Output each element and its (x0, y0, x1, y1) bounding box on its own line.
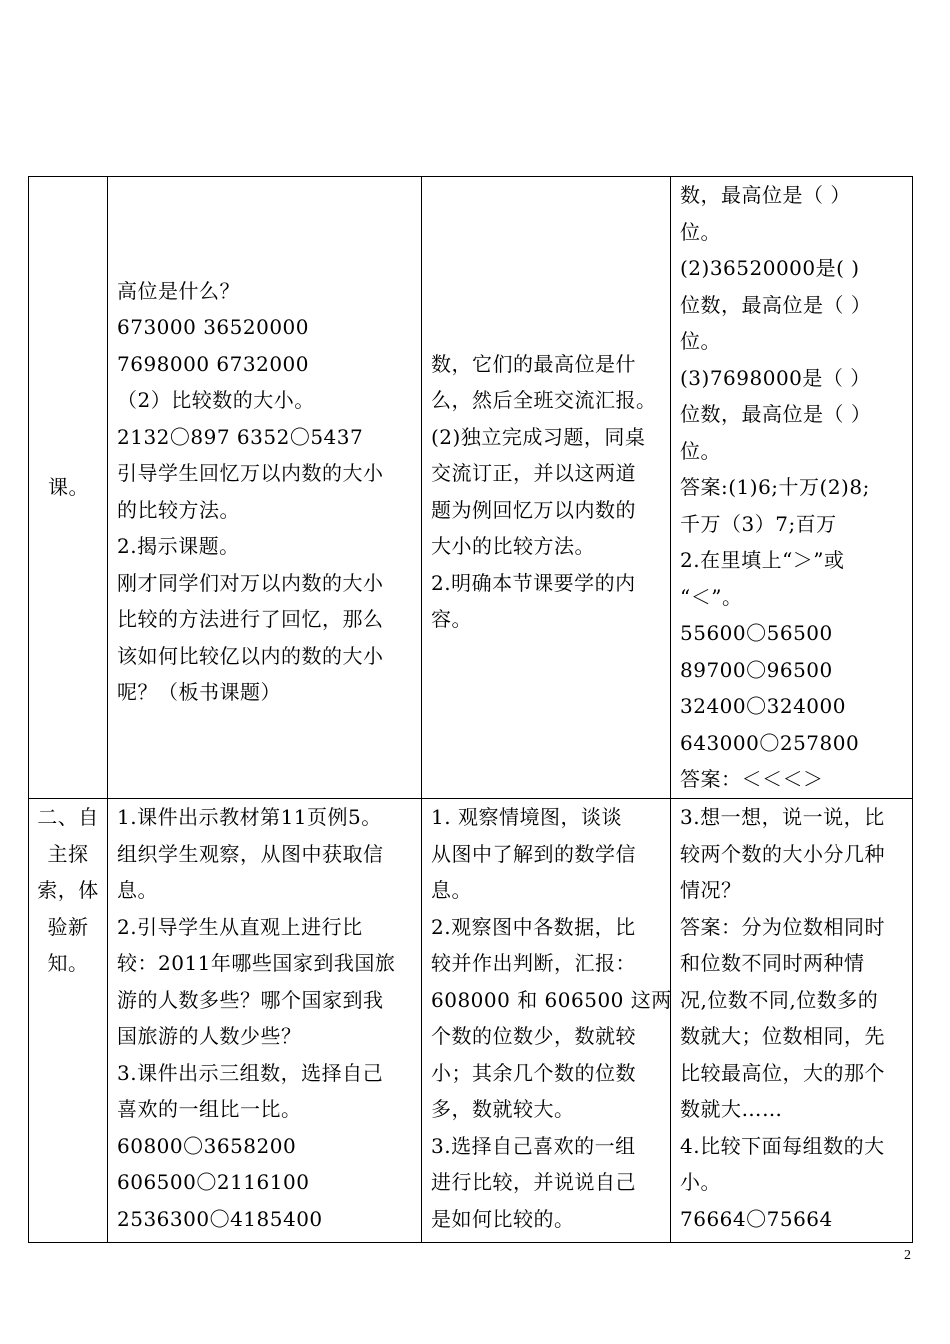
exercise-text-line: 位。 (680, 329, 721, 353)
student-text-line: 1. 观察情境图，谈谈 (431, 805, 622, 829)
student-text-line: 小；其余几个数的位数 (431, 1060, 636, 1085)
exercise-text-line: 数就大…… (680, 1097, 783, 1121)
teacher-text-line: 2536300〇4185400 (117, 1206, 323, 1231)
exercise-text-line: 较两个数的大小分几种 (680, 841, 885, 866)
student-activity-cell (422, 799, 671, 1243)
page-number: 2 (904, 1248, 911, 1263)
teacher-text-line: 比较的方法进行了回忆，那么 (117, 607, 384, 631)
teacher-text-line: 该如何比较亿以内的数的大小 (117, 643, 384, 668)
exercise-text-line: (3)7698000是（ ） (680, 365, 871, 390)
exercise-text-line: (2)36520000是( ) (680, 256, 860, 280)
section-text-line: 课。 (48, 475, 89, 500)
exercise-text-line: 643000〇257800 (680, 730, 860, 755)
section-text-line: 验新 (47, 914, 89, 939)
table-row (29, 799, 913, 1243)
student-text-line: 进行比较，并说说自己 (431, 1170, 636, 1194)
section-text-line: 二、自 (37, 805, 99, 829)
exercise-text-line: 答案:(1)6;十万(2)8; (680, 475, 870, 499)
teacher-text-line: 606500〇2116100 (117, 1170, 310, 1194)
teacher-text-line: 1.课件出示教材第11页例5。 (117, 805, 382, 829)
teacher-text-line: 60800〇3658200 (117, 1133, 297, 1158)
teacher-text-line: 组织学生观察，从图中获取信 (117, 841, 384, 866)
exercise-text-line: 位。 (680, 219, 721, 244)
exercise-text-line: 位数，最高位是（ ） (680, 402, 872, 426)
student-text-line: 容。 (431, 607, 472, 631)
student-text-line: 么，然后全班交流汇报。 (431, 388, 657, 412)
lesson-plan-table (28, 176, 913, 1243)
teacher-text-line: 2132〇897 6352〇5437 (117, 424, 364, 449)
student-text-line: 大小的比较方法。 (431, 534, 595, 558)
student-text-line: 息。 (431, 878, 472, 902)
section-text-line: 知。 (47, 951, 89, 975)
table-row (29, 177, 913, 799)
student-text-line: 3.选择自己喜欢的一组 (431, 1133, 636, 1158)
teacher-text-line: 673000 36520000 (117, 315, 310, 339)
student-text-line: 2.明确本节课要学的内 (431, 570, 636, 595)
teacher-text-line: 2.揭示课题。 (117, 534, 240, 558)
teacher-text-line: 游的人数多些？哪个国家到我 (117, 987, 384, 1012)
teacher-text-line: 2.引导学生从直观上进行比 (117, 914, 363, 939)
student-text-line: 数，它们的最高位是什 (431, 351, 636, 376)
student-text-line: 是如何比较的。 (431, 1206, 575, 1231)
student-text-line: 题为例回忆万以内数的 (431, 497, 636, 522)
exercise-text-line: 答案：＜＜＜＞ (680, 767, 824, 791)
exercise-text-line: 位数，最高位是（ ） (680, 292, 872, 317)
exercise-text-line: 千万（3）7;百万 (680, 511, 837, 536)
teacher-text-line: （2）比较数的大小。 (117, 388, 315, 412)
exercise-text-line: 位。 (680, 438, 721, 463)
exercise-text-line: 3.想一想，说一说，比 (680, 805, 885, 829)
teacher-text-line: 息。 (117, 878, 158, 902)
exercise-text-line: 32400〇324000 (680, 694, 846, 718)
exercise-text-line: 89700〇96500 (680, 657, 833, 682)
section-text-line: 索，体 (37, 878, 99, 902)
student-text-line: 交流订正，并以这两道 (431, 461, 636, 485)
exercise-text-line: 答案：分为位数相同时 (680, 914, 885, 939)
section-cell (29, 177, 108, 799)
section-cell (29, 799, 108, 1243)
student-text-line: (2)独立完成习题，同桌 (431, 424, 646, 449)
teacher-activity-cell (108, 799, 422, 1243)
exercise-text-line: 数就大；位数相同，先 (680, 1024, 885, 1048)
exercise-text-line: 比较最高位，大的那个 (680, 1060, 885, 1085)
teacher-text-line: 国旅游的人数少些？ (117, 1024, 302, 1048)
exercise-text-line: “＜”。 (680, 584, 743, 609)
teacher-text-line: 3.课件出示三组数，选择自己 (117, 1060, 384, 1085)
exercise-text-line: 小。 (680, 1170, 721, 1194)
exercise-cell (671, 799, 913, 1243)
student-text-line: 个数的位数少，数就较 (431, 1024, 636, 1048)
teacher-activity-cell (108, 177, 422, 799)
student-activity-cell (422, 177, 671, 799)
exercise-text-line: 4.比较下面每组数的大 (680, 1133, 885, 1158)
student-text-line: 多，数就较大。 (431, 1097, 575, 1121)
exercise-text-line: 数，最高位是（ ） (680, 183, 851, 207)
exercise-text-line: 况,位数不同,位数多的 (680, 987, 879, 1012)
teacher-text-line: 高位是什么？ (117, 278, 240, 303)
student-text-line: 从图中了解到的数学信 (431, 841, 636, 866)
student-text-line: 较并作出判断，汇报： (431, 951, 636, 975)
exercise-text-line: 55600〇56500 (680, 621, 833, 645)
teacher-text-line: 7698000 6732000 (117, 351, 310, 376)
teacher-text-line: 喜欢的一组比一比。 (117, 1097, 302, 1121)
teacher-text-line: 刚才同学们对万以内数的大小 (117, 570, 384, 595)
student-text-line: 608000 和 606500 这两 (431, 987, 672, 1012)
exercise-text-line: 和位数不同时两种情 (680, 951, 865, 975)
teacher-text-line: 引导学生回忆万以内数的大小 (117, 461, 384, 485)
exercise-text-line: 76664〇75664 (680, 1206, 833, 1231)
teacher-text-line: 的比较方法。 (117, 497, 240, 522)
student-text-line: 2.观察图中各数据，比 (431, 914, 636, 939)
exercise-text-line: 情况？ (680, 878, 742, 902)
section-text-line: 主探 (47, 841, 89, 866)
exercise-cell (671, 177, 913, 799)
teacher-text-line: 呢？（板书课题） (117, 680, 281, 704)
exercise-text-line: 2.在里填上“＞”或 (680, 548, 845, 572)
teacher-text-line: 较：2011年哪些国家到我国旅 (117, 951, 396, 975)
